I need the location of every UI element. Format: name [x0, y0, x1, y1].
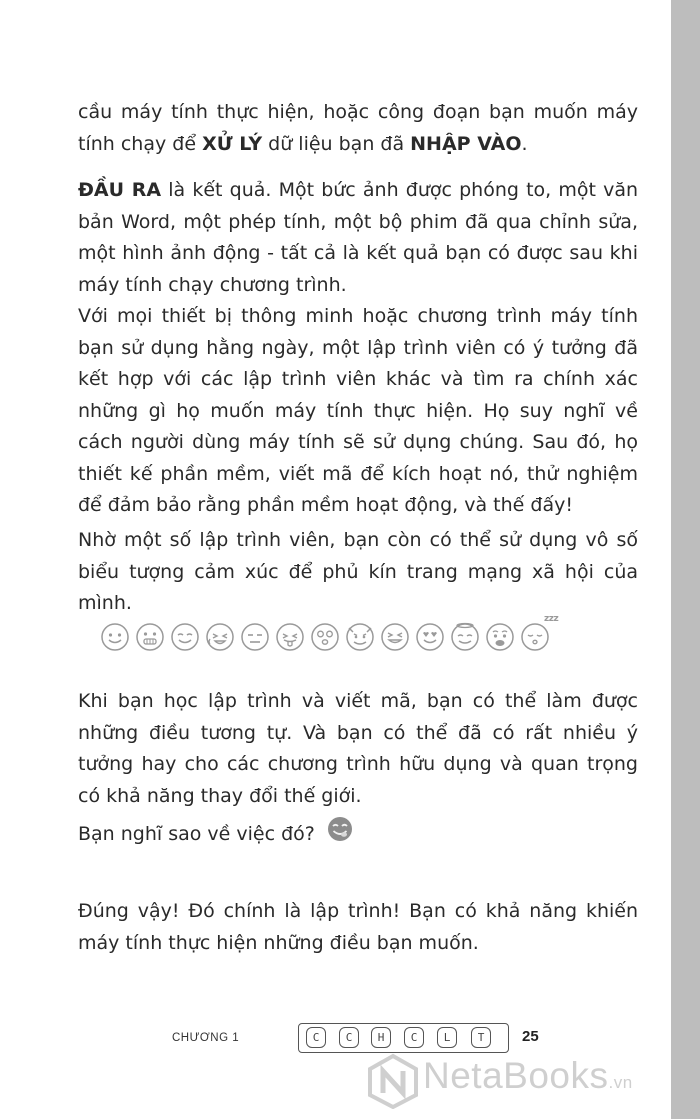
question-line [78, 816, 353, 853]
paragraph-1 [78, 97, 638, 160]
text-segment: Với mọi thiết bị thông minh hoặc chương trình máy tính bạn sử dụng hằng ngày, một lập trình viên có ý tưởng đã kết hợp với các lập trình viên khác và tìm ra chính xác những gì họ muốn máy tính thực hiện. Họ suy nghĩ về cách người dùng máy tính sẽ sử dụng chúng. Sau đó, họ thiết kế phần mềm, viết mã để kích hoạt nó, thử nghiệm để đảm bảo rằng phần mềm hoạt động, và thế đấy! [78, 305, 638, 516]
paragraph-6 [78, 896, 638, 959]
watermark-text: NetaBooks.vn [423, 1055, 633, 1096]
code-key: T [471, 1027, 491, 1048]
expressionless-icon [240, 622, 270, 656]
paragraph-3 [78, 301, 638, 522]
page-edge-strip [671, 0, 700, 1119]
paragraph-5 [78, 686, 638, 812]
page-footer [0, 1023, 671, 1053]
code-key: C [306, 1027, 326, 1048]
bold-term: ĐẦU RA [78, 179, 162, 201]
sleeping-icon [520, 614, 559, 656]
bold-term: NHẬP VÀO [410, 132, 522, 155]
smiley-icon [100, 622, 130, 656]
angel-icon [450, 622, 480, 656]
netabooks-watermark [365, 1051, 671, 1113]
text-segment: Nhờ một số lập trình viên, bạn còn có thể sử dụng vô số biểu tượng cảm xúc để phủ kín trang mạng xã hội của mình. [78, 529, 638, 614]
paragraph-4 [78, 525, 638, 620]
bold-term: XỬ LÝ [202, 132, 263, 155]
emoji-row [100, 614, 600, 662]
chapter-label: CHƯƠNG 1 [172, 1032, 240, 1044]
text-segment: cầu máy tính thực hiện, hoặc công đoạn bạn muốn máy tính chạy để [78, 101, 638, 155]
code-key: C [339, 1027, 359, 1048]
paragraph-2 [78, 175, 638, 301]
squinting-icon [380, 622, 410, 656]
yum-icon [327, 816, 353, 853]
text-segment: Đúng vậy! Đó chính là lập trình! Bạn có khả năng khiến máy tính thực hiện những điều bạn muốn. [78, 900, 638, 954]
text-segment: là kết quả. Một bức ảnh được phóng to, một văn bản Word, một phép tính, một bộ phim đã qua chỉnh sửa, một hình ảnh động - tất cả là kết quả bạn có được sau khi máy tính chạy chương trình. [78, 179, 638, 296]
astonished-icon [310, 622, 340, 656]
text-segment: dữ liệu bạn đã [262, 132, 411, 155]
tongue-out-icon [275, 622, 305, 656]
anguished-icon [485, 622, 515, 656]
devil-icon [345, 622, 375, 656]
heart-eyes-icon [415, 622, 445, 656]
text-segment: Khi bạn học lập trình và viết mã, bạn có thể làm được những điều tương tự. Và bạn có thể đã có rất nhiều ý tưởng hay cho các chương trình hữu dụng và quan trọng có khả năng thay đổi thế giới. [78, 690, 638, 807]
code-keys-logo [298, 1023, 509, 1053]
code-key: H [371, 1027, 391, 1048]
grinning-icon [135, 622, 165, 656]
code-key: L [437, 1027, 457, 1048]
text-segment: . [521, 132, 528, 155]
netabooks-logo-icon [365, 1053, 421, 1109]
winking-icon [170, 622, 200, 656]
question-text: Bạn nghĩ sao về việc đó? [78, 822, 315, 845]
page-number: 25 [522, 1028, 539, 1045]
sleep-zzz-text: zzz [544, 614, 559, 624]
crying-laughing-icon [205, 622, 235, 656]
code-key: C [404, 1027, 424, 1048]
